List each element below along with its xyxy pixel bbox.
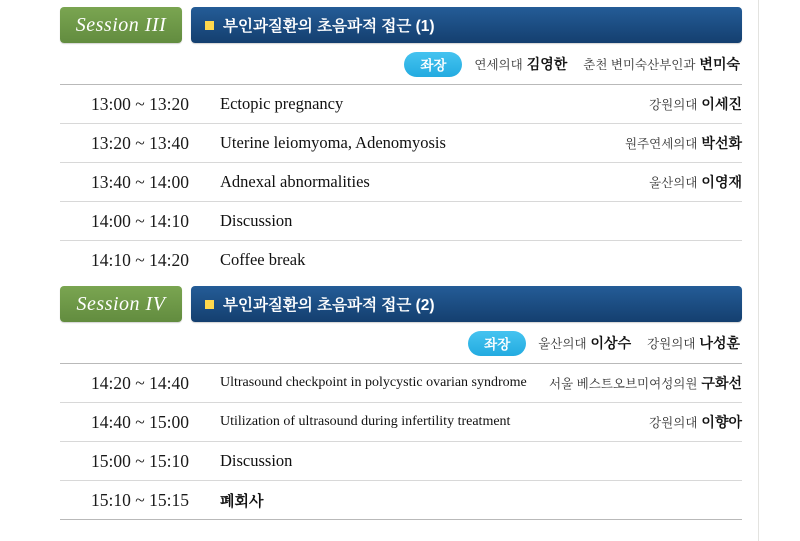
right-margin-rule xyxy=(758,0,759,541)
row-time: 14:10 ~ 14:20 xyxy=(91,249,189,270)
row-speaker xyxy=(564,124,742,163)
table-row xyxy=(60,481,742,520)
speaker-affiliation: 울산의대 xyxy=(649,176,698,190)
table-row xyxy=(60,241,742,280)
chair-row xyxy=(60,44,742,84)
yellow-square-icon xyxy=(205,21,214,30)
program-content xyxy=(60,0,742,520)
chair-name: 나성훈 xyxy=(699,335,740,351)
row-time: 13:40 ~ 14:00 xyxy=(91,171,189,192)
program-table xyxy=(60,363,742,519)
session-header xyxy=(60,6,742,44)
row-title: Adnexal abnormalities xyxy=(220,172,370,191)
session-title-text: 부인과질환의 초음파적 접근 (1) xyxy=(223,18,435,35)
row-time: 13:00 ~ 13:20 xyxy=(91,93,189,114)
session-title-text: 부인과질환의 초음파적 접근 (2) xyxy=(223,297,435,314)
chair-name: 변미숙 xyxy=(699,56,740,72)
chair-name: 김영한 xyxy=(526,56,568,72)
chair-badge: 좌장 xyxy=(468,331,526,356)
bottom-divider xyxy=(60,519,742,520)
speaker-name: 박선화 xyxy=(701,135,742,151)
row-title: Discussion xyxy=(220,211,293,230)
speaker-affiliation: 원주연세의대 xyxy=(624,137,698,151)
row-speaker xyxy=(540,403,742,442)
row-speaker xyxy=(540,481,742,520)
chair-affiliation: 강원의대 xyxy=(647,337,696,351)
session-title-bar xyxy=(191,286,742,322)
chair-person xyxy=(474,54,567,74)
table-row xyxy=(60,163,742,202)
row-speaker xyxy=(540,364,742,403)
row-title: Coffee break xyxy=(220,250,306,269)
row-title: Ectopic pregnancy xyxy=(220,94,344,113)
chair-affiliation: 울산의대 xyxy=(538,337,587,351)
chair-person xyxy=(583,54,740,74)
row-time: 15:10 ~ 15:15 xyxy=(91,489,189,510)
speaker-affiliation: 서울 베스트오브미여성의원 xyxy=(549,377,698,391)
row-time: 14:40 ~ 15:00 xyxy=(91,411,189,432)
chair-affiliation: 연세의대 xyxy=(474,58,523,72)
speaker-name: 구화선 xyxy=(701,375,742,391)
row-time: 14:00 ~ 14:10 xyxy=(91,210,189,231)
row-title: Uterine leiomyoma, Adenomyosis xyxy=(220,133,446,152)
speaker-name: 이영재 xyxy=(701,174,742,190)
row-speaker xyxy=(564,163,742,202)
chair-name: 이상수 xyxy=(590,335,632,351)
row-title: 폐회사 xyxy=(220,492,264,510)
chair-person xyxy=(647,333,740,353)
row-speaker xyxy=(564,85,742,124)
table-row xyxy=(60,202,742,241)
chair-row xyxy=(60,323,742,363)
table-row xyxy=(60,403,742,442)
row-title: Discussion xyxy=(220,451,293,470)
speaker-name: 이향아 xyxy=(701,414,742,430)
chair-badge: 좌장 xyxy=(404,52,462,77)
yellow-square-icon xyxy=(205,300,214,309)
row-time: 15:00 ~ 15:10 xyxy=(91,450,189,471)
row-time: 14:20 ~ 14:40 xyxy=(91,372,189,393)
chair-person xyxy=(538,333,631,353)
row-speaker xyxy=(540,442,742,481)
speaker-affiliation: 강원의대 xyxy=(649,98,698,112)
row-speaker xyxy=(564,202,742,241)
row-speaker xyxy=(564,241,742,280)
session-title-bar xyxy=(191,7,742,43)
speaker-name: 이세진 xyxy=(701,96,742,112)
table-row xyxy=(60,85,742,124)
session-badge: Session IV xyxy=(60,286,182,322)
session-badge: Session III xyxy=(60,7,182,43)
table-row xyxy=(60,364,742,403)
table-row xyxy=(60,124,742,163)
session-header xyxy=(60,285,742,323)
row-title: Utilization of ultrasound during infertility treatment xyxy=(220,414,511,429)
chair-affiliation: 춘천 변미숙산부인과 xyxy=(583,58,696,72)
program-table xyxy=(60,84,742,279)
row-time: 13:20 ~ 13:40 xyxy=(91,132,189,153)
table-row xyxy=(60,442,742,481)
speaker-affiliation: 강원의대 xyxy=(649,416,698,430)
row-title: Ultrasound checkpoint in polycystic ovarian syndrome xyxy=(220,375,527,390)
